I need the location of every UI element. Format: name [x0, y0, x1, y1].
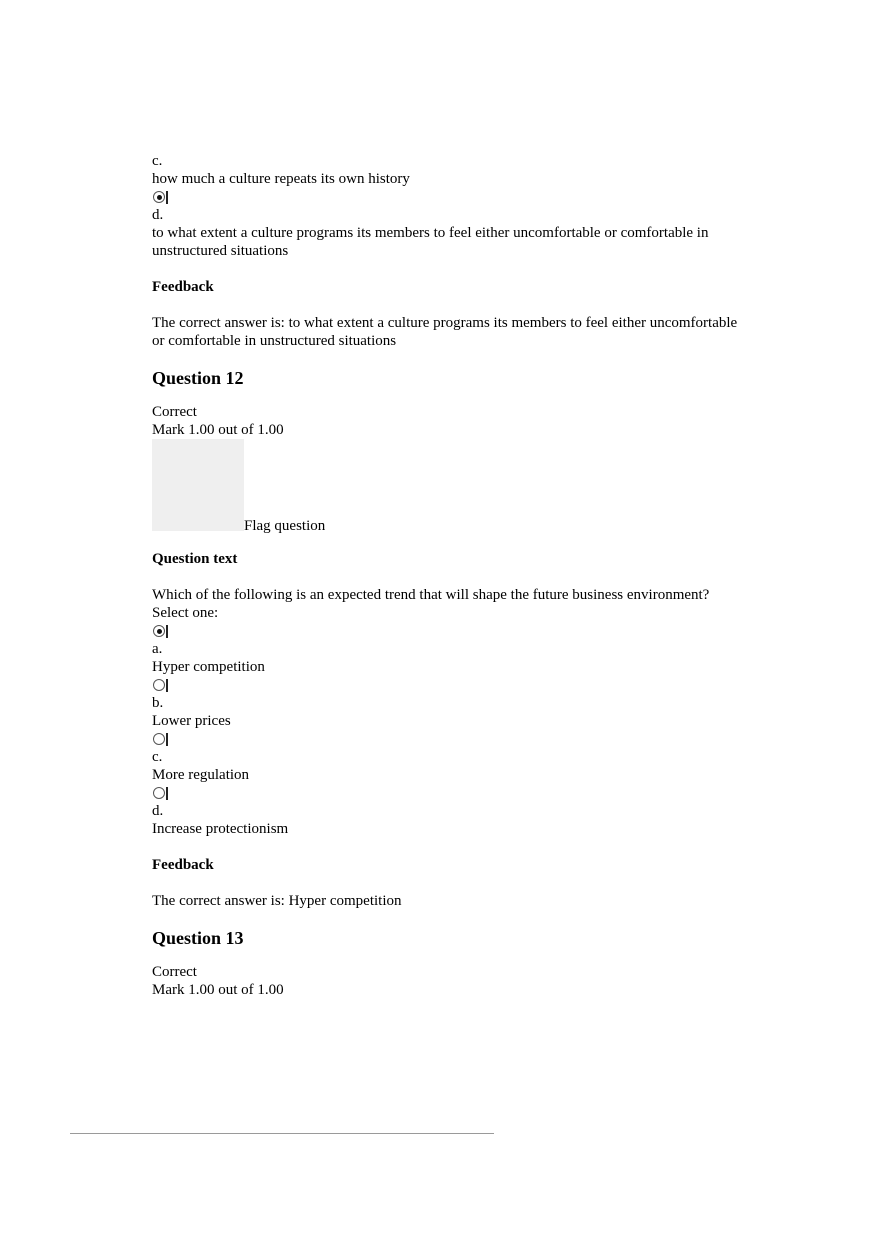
footer-divider: [70, 1133, 494, 1134]
quiz-review-content: [152, 152, 742, 999]
question-prompt: Which of the following is an expected trend that will shape the future business environment?: [152, 587, 710, 603]
feedback-text: The correct answer is: to what extent a culture programs its members to feel either uncomfortable or comfortable in unstructured situations: [152, 315, 738, 349]
option-letter: c.: [152, 153, 163, 169]
feedback-text: The correct answer is: Hyper competition: [152, 893, 402, 909]
flag-question-control[interactable]: [152, 439, 742, 534]
option-text: Hyper competition: [152, 659, 265, 675]
radio-checked-icon[interactable]: [153, 191, 165, 203]
option-letter: a.: [152, 641, 163, 657]
option-radio-row: [152, 622, 742, 640]
question-title: Question 13: [152, 928, 244, 948]
option-letter: c.: [152, 749, 163, 765]
option-text: Increase protectionism: [152, 821, 289, 837]
radio-unchecked-icon[interactable]: [153, 733, 165, 745]
question-text-heading: Question text: [152, 551, 238, 567]
question-mark: Mark 1.00 out of 1.00: [152, 982, 284, 998]
option-letter: d.: [152, 207, 164, 223]
question-title: Question 12: [152, 368, 244, 388]
select-one-label: Select one:: [152, 605, 219, 621]
question-mark: Mark 1.00 out of 1.00: [152, 422, 284, 438]
feedback-heading: Feedback: [152, 279, 214, 295]
feedback-heading: Feedback: [152, 857, 214, 873]
option-letter: b.: [152, 695, 164, 711]
question-status: Correct: [152, 964, 197, 980]
option-text: how much a culture repeats its own history: [152, 171, 410, 187]
option-radio-row: [152, 188, 742, 206]
flag-icon[interactable]: [152, 439, 244, 531]
option-radio-row: [152, 676, 742, 694]
radio-unchecked-icon[interactable]: [153, 787, 165, 799]
option-radio-row: [152, 730, 742, 748]
option-text: Lower prices: [152, 713, 231, 729]
option-letter: d.: [152, 803, 164, 819]
radio-checked-icon[interactable]: [153, 625, 165, 637]
option-text: to what extent a culture programs its members to feel either uncomfortable or comfortable in unstructured situations: [152, 225, 709, 259]
question-status: Correct: [152, 404, 197, 420]
flag-question-label[interactable]: Flag question: [244, 518, 326, 534]
option-text: More regulation: [152, 767, 250, 783]
option-radio-row: [152, 784, 742, 802]
radio-unchecked-icon[interactable]: [153, 679, 165, 691]
